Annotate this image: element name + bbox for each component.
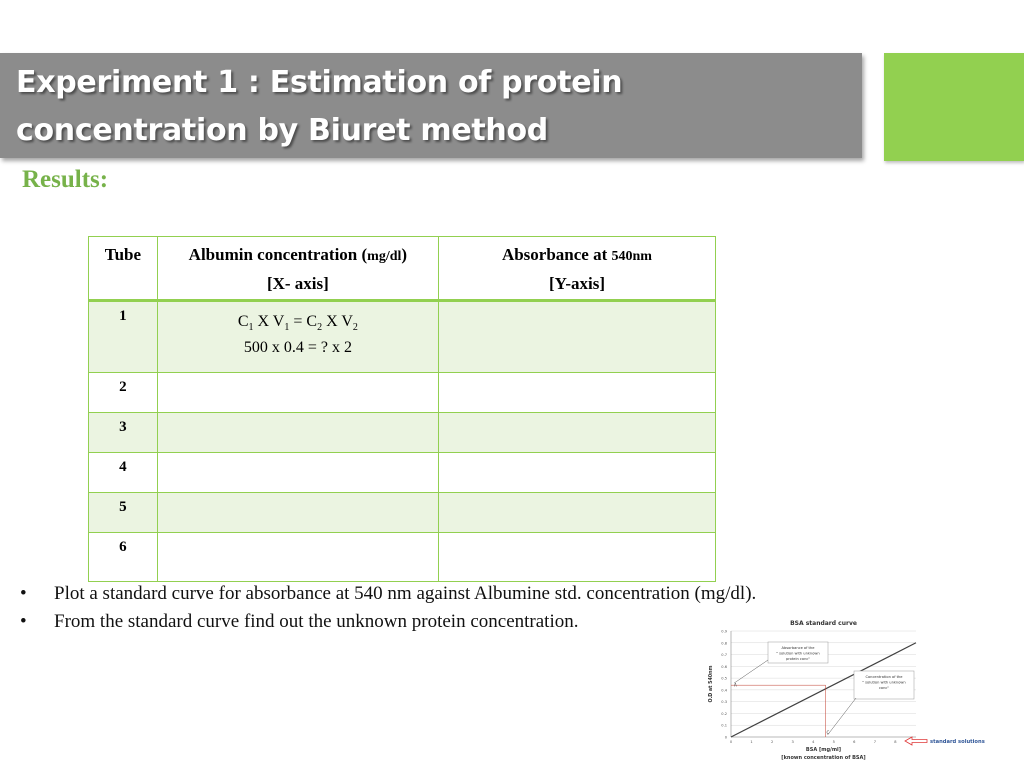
table-row <box>89 413 716 453</box>
concentration-cell[interactable] <box>157 373 438 413</box>
tube-cell: 6 <box>89 533 158 582</box>
x-tick-label: 2 <box>770 740 774 744</box>
y-tick-label: 0 <box>724 735 727 740</box>
x-tick-label: 1 <box>750 740 753 744</box>
x-tick-label: 3 <box>791 740 794 744</box>
y-axis-label: O.D at 540nm <box>709 665 714 703</box>
concentration-cell[interactable] <box>157 413 438 453</box>
header-concentration-axis: [X- axis] <box>266 274 329 293</box>
table-row <box>89 373 716 413</box>
x-axis-sublabel: [known concentration of BSA] <box>781 755 866 761</box>
tube-cell: 1 <box>89 301 158 373</box>
results-label: Results: <box>22 166 109 193</box>
x-tick-label: 4 <box>812 740 815 744</box>
formula-line-2: 500 x 0.4 = ? x 2 <box>243 339 352 357</box>
tube-cell: 5 <box>89 493 158 533</box>
absorbance-cell[interactable] <box>438 413 715 453</box>
absorbance-cell[interactable] <box>438 453 715 493</box>
table-row <box>89 493 716 533</box>
header-absorbance <box>438 237 715 301</box>
concentration-note-line: Concentration of the <box>865 675 903 679</box>
absorbance-cell[interactable] <box>438 533 715 582</box>
absorbance-note-pointer <box>734 660 768 683</box>
absorbance-note-line: Absorbance of the <box>781 646 815 650</box>
y-tick-label: 0.8 <box>721 641 727 646</box>
page-title: Experiment 1 : Estimation of protein concentration by Biuret method <box>16 65 623 148</box>
x-tick-label: 8 <box>894 740 897 744</box>
chart-svg <box>706 614 1006 768</box>
absorbance-cell[interactable] <box>438 493 715 533</box>
arrow-icon <box>905 737 927 745</box>
standard-solutions-label: standard solutions <box>930 739 985 745</box>
bsa-standard-curve-chart <box>706 614 1006 768</box>
table-header-row <box>89 237 716 301</box>
absorbance-cell[interactable] <box>438 373 715 413</box>
results-table <box>88 236 716 582</box>
y-tick-label: 0.7 <box>721 653 727 658</box>
y-tick-label: 0.2 <box>721 711 727 716</box>
absorbance-note-line: " solution with unknown <box>776 651 820 656</box>
list-item <box>20 580 920 608</box>
table-row <box>89 533 716 582</box>
tube-cell: 3 <box>89 413 158 453</box>
header-tube: Tube <box>89 237 158 301</box>
concentration-cell[interactable] <box>157 493 438 533</box>
x-axis-label: BSA [mg/ml] <box>805 747 842 753</box>
chart-title: BSA standard curve <box>790 620 857 627</box>
y-tick-label: 0.3 <box>721 700 727 705</box>
x-tick-label: 0 <box>729 740 733 744</box>
concentration-note-line: " solution with unknown <box>862 680 906 685</box>
header-concentration-close: ) <box>401 245 408 264</box>
tube-cell: 2 <box>89 373 158 413</box>
header-concentration <box>157 237 438 301</box>
y-tick-label: 0.6 <box>721 664 727 669</box>
y-tick-label: 0.4 <box>721 688 727 693</box>
instruction-text: Plot a standard curve for absorbance at 540 nm against Albumine std. concentration (mg/dl). <box>54 583 757 604</box>
x-tick-label: 5 <box>832 740 835 744</box>
concentration-note-pointer <box>828 698 856 735</box>
bullet-icon: • <box>20 583 27 604</box>
concentration-cell[interactable] <box>157 453 438 493</box>
header-absorbance-main: Absorbance at <box>501 245 612 264</box>
y-tick-label: 0.1 <box>721 723 727 728</box>
absorbance-cell[interactable] <box>438 301 715 373</box>
concentration-cell[interactable] <box>157 533 438 582</box>
header-absorbance-axis: [Y-axis] <box>548 274 605 293</box>
tube-cell: 4 <box>89 453 158 493</box>
absorbance-note-line: protein conc" <box>786 657 810 661</box>
y-tick-label: 0.9 <box>721 629 727 634</box>
accent-block <box>884 53 1024 161</box>
table-row <box>89 301 716 373</box>
table-row <box>89 453 716 493</box>
y-tick-label: 0.5 <box>721 676 727 681</box>
x-tick-label: 7 <box>873 740 877 744</box>
concentration-note-line: conc" <box>878 686 890 690</box>
instruction-text: From the standard curve find out the unknown protein concentration. <box>54 611 579 632</box>
bullet-icon: • <box>20 611 27 632</box>
unknown-concentration-marker: C <box>826 730 830 735</box>
title-bar <box>0 53 862 158</box>
concentration-cell[interactable] <box>157 301 438 373</box>
unknown-absorbance-marker: A <box>734 682 737 688</box>
dilution-formula: $C_1$ X $V_1 = C_2$ X $V_2$ 500 x 0.4 = ? x 2 <box>237 313 358 357</box>
header-concentration-unit: mg/dl <box>367 249 402 264</box>
x-tick-label: 6 <box>853 740 856 744</box>
header-concentration-main: Albumin concentration ( <box>188 245 368 264</box>
header-absorbance-unit: 540nm <box>611 249 652 264</box>
